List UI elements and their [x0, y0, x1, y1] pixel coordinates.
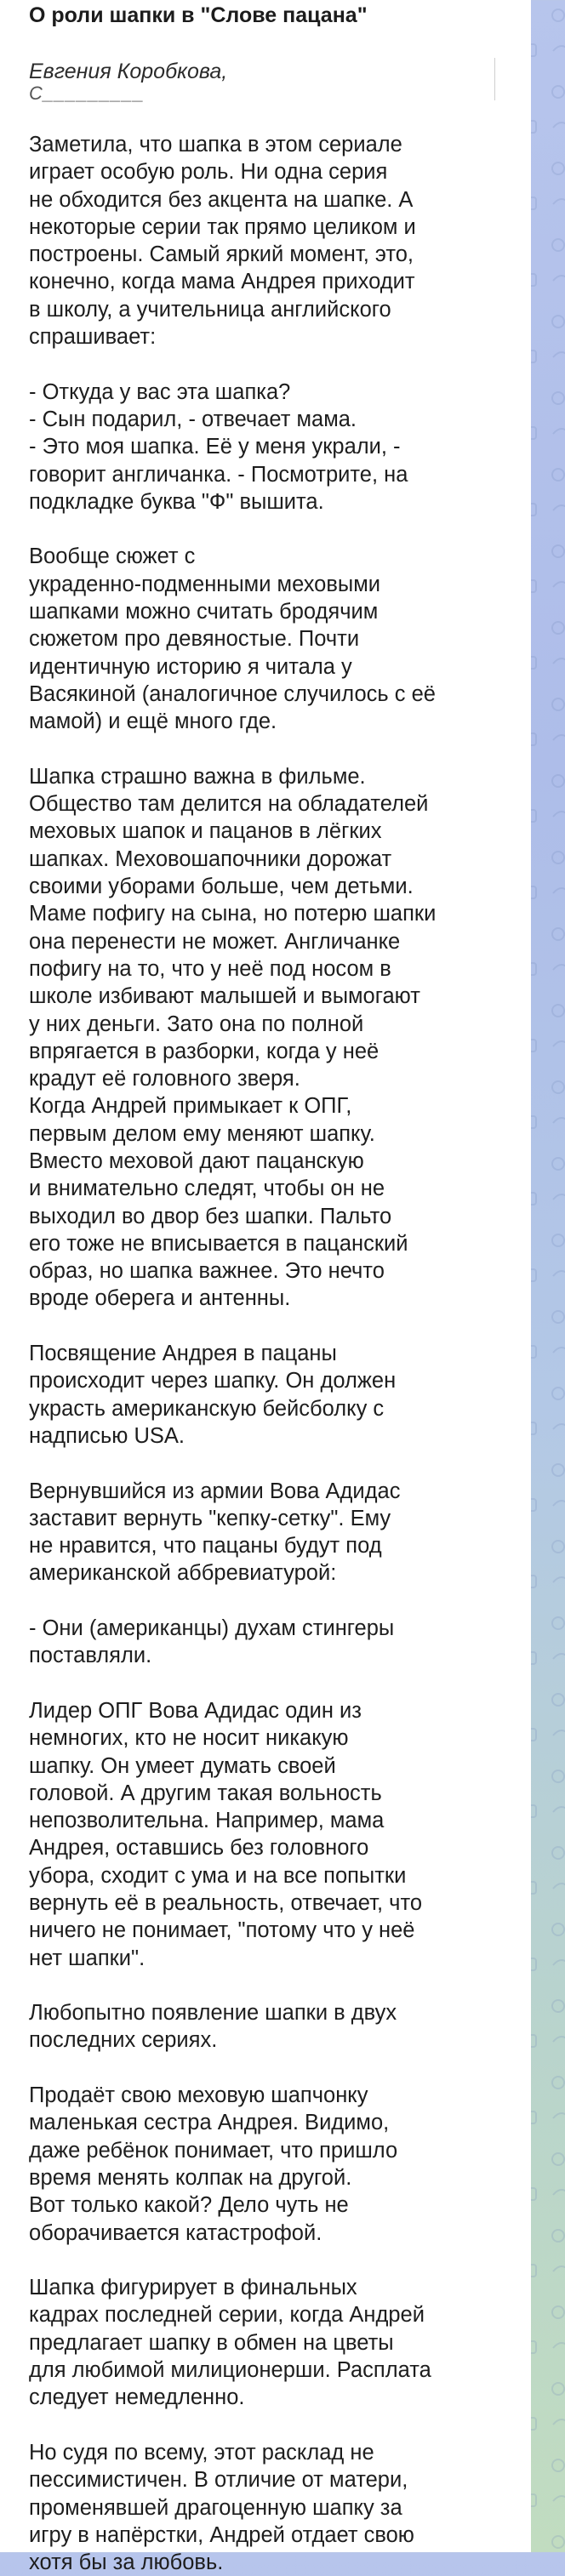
- text-line: Но судя по всему, этот расклад не: [29, 2440, 374, 2465]
- text-line: сюжетом про девяностые. Почти: [29, 627, 360, 652]
- paragraph-6: [29, 1478, 502, 1587]
- text-line: Любопытно появление шапки в двух: [29, 2001, 397, 2026]
- text-line: некоторые серии так прямо целиком и: [29, 214, 416, 239]
- text-line: убора, сходит с ума и на все попытки: [29, 1863, 407, 1888]
- text-line: следует немедленно.: [29, 2385, 245, 2410]
- text-line: пофигу на то, что у неё под носом в: [29, 956, 391, 981]
- text-line: игру в напёрстки, Андрей отдает свою: [29, 2522, 414, 2547]
- text-line: шапку. Он умеет думать своей: [29, 1753, 336, 1778]
- post-author[interactable]: [29, 58, 502, 102]
- paragraph-11: [29, 2274, 502, 2411]
- text-line: непозволительна. Например, мама: [29, 1809, 385, 1833]
- text-line: американской аббревиатурой:: [29, 1561, 337, 1586]
- text-line: у них деньги. Зато она по полной: [29, 1012, 364, 1036]
- text-line: спрашивает:: [29, 325, 157, 350]
- author-suffix: ,: [221, 60, 228, 83]
- text-line: немногих, кто не носит никакую: [29, 1726, 349, 1751]
- text-line: пессимистичен. В отличие от матери,: [29, 2468, 408, 2493]
- paragraph-8: [29, 1697, 502, 1972]
- text-line: своими уборами больше, чем детьми.: [29, 875, 414, 899]
- text-line: Общество там делится на обладателей: [29, 792, 429, 817]
- text-line: Лидер ОПГ Вова Адидас один из: [29, 1698, 362, 1723]
- text-line: его тоже не вписывается в пацанский: [29, 1231, 408, 1256]
- text-line: образ, но шапка важнее. Это нечто: [29, 1259, 385, 1284]
- text-line: не нравится, что пацаны будут под: [29, 1534, 382, 1559]
- post-body: [29, 131, 502, 2576]
- paragraph-2: [29, 379, 502, 516]
- text-line: впрягается в разборки, когда у неё: [29, 1039, 380, 1063]
- text-line: головой. А другим такая вольность: [29, 1781, 382, 1805]
- text-line: для любимой милиционерши. Расплата: [29, 2358, 431, 2383]
- text-line: вроде оберега и антенны.: [29, 1286, 291, 1311]
- text-line: - Откуда у вас эта шапка?: [29, 379, 291, 404]
- text-line: ничего не понимает, "потому что у неё: [29, 1918, 415, 1943]
- author-name: Евгения Коробкова: [29, 60, 222, 83]
- text-line: школе избивают малышей и вымогают: [29, 984, 420, 1009]
- text-line: хотя бы за любовь.: [29, 2550, 224, 2575]
- text-line: Продаёт свою меховую шапчонку: [29, 2083, 368, 2108]
- text-line: играет особую роль. Ни одна серия: [29, 160, 388, 185]
- author-extra: С_________: [29, 83, 146, 104]
- text-line: построены. Самый яркий момент, это,: [29, 242, 414, 267]
- text-line: Васякиной (аналогичное случилось с её: [29, 681, 436, 706]
- text-line: - Они (американцы) духам стингеры: [29, 1616, 395, 1641]
- paragraph-1: [29, 131, 502, 350]
- text-line: Вернувшийся из армии Вова Адидас: [29, 1479, 401, 1503]
- text-line: Шапка страшно важна в фильме.: [29, 764, 366, 789]
- text-line: и внимательно следят, чтобы он не: [29, 1177, 385, 1201]
- paragraph-12: [29, 2439, 502, 2576]
- text-line: вернуть её в реальность, отвечает, что: [29, 1891, 423, 1915]
- text-line: подкладке буква "Ф" вышита.: [29, 489, 324, 514]
- text-line: время менять колпак на другой.: [29, 2165, 352, 2190]
- text-line: мамой) и ещё много где.: [29, 710, 277, 734]
- text-line: поставляли.: [29, 1644, 152, 1668]
- text-line: Заметила, что шапка в этом сериале: [29, 133, 402, 157]
- text-line: идентичную историю я читала у: [29, 654, 352, 679]
- text-line: шапках. Меховошапочники дорожат: [29, 846, 392, 871]
- text-line: не обходится без акцента на шапке. А: [29, 187, 414, 212]
- paragraph-10: [29, 2082, 502, 2247]
- text-line: Вообще сюжет с: [29, 544, 196, 569]
- text-line: Посвящение Андрея в пацаны: [29, 1342, 337, 1366]
- paragraph-5: [29, 1340, 502, 1450]
- text-line: заставит вернуть "кепку-сетку". Ему: [29, 1506, 391, 1530]
- text-line: в школу, а учительница английского: [29, 297, 391, 322]
- text-line: меховых шапок и пацанов в лёгких: [29, 819, 382, 844]
- text-line: конечно, когда мама Андрея приходит: [29, 270, 415, 294]
- paragraph-9: [29, 1999, 502, 2055]
- text-line: говорит англичанка. - Посмотрите, на: [29, 462, 408, 487]
- text-line: Шапка фигурирует в финальных: [29, 2276, 357, 2300]
- text-line: выходил во двор без шапки. Пальто: [29, 1204, 392, 1228]
- text-line: она перенести не может. Англичанке: [29, 929, 401, 954]
- post-title: О роли шапки в "Слове пацана": [29, 3, 368, 27]
- paragraph-4: [29, 763, 502, 1313]
- text-line: первым делом ему меняют шапку.: [29, 1121, 375, 1146]
- text-line: украсть американскую бейсболку с: [29, 1396, 385, 1421]
- text-line: украденно-подменными меховыми: [29, 572, 380, 596]
- text-line: - Это моя шапка. Её у меня украли, -: [29, 435, 401, 459]
- text-line: даже ребёнок понимает, что пришло: [29, 2138, 398, 2163]
- text-line: Андрея, оставшись без головного: [29, 1836, 369, 1861]
- text-line: Когда Андрей примыкает к ОПГ,: [29, 1094, 352, 1119]
- paragraph-7: [29, 1615, 502, 1670]
- text-line: шапками можно считать бродячим: [29, 600, 379, 624]
- text-line: оборачивается катастрофой.: [29, 2220, 322, 2245]
- text-line: надписью USA.: [29, 1423, 185, 1448]
- text-line: нет шапки".: [29, 1946, 146, 1970]
- text-line: маленькая сестра Андрея. Видимо,: [29, 2111, 390, 2135]
- text-line: кадрах последней серии, когда Андрей: [29, 2303, 425, 2328]
- author-divider: [494, 58, 495, 100]
- text-line: променявшей драгоценную шапку за: [29, 2495, 402, 2520]
- text-line: - Сын подарил, - отвечает мама.: [29, 407, 357, 431]
- text-line: Вместо меховой дают пацанскую: [29, 1148, 364, 1173]
- text-line: Маме пофигу на сына, но потерю шапки: [29, 902, 437, 926]
- text-line: происходит через шапку. Он должен: [29, 1369, 397, 1393]
- paragraph-3: [29, 543, 502, 735]
- text-line: предлагает шапку в обмен на цветы: [29, 2330, 394, 2355]
- text-line: Вот только какой? Дело чуть не: [29, 2193, 349, 2218]
- text-line: последних сериях.: [29, 2028, 218, 2053]
- text-line: крадут её головного зверя.: [29, 1067, 300, 1091]
